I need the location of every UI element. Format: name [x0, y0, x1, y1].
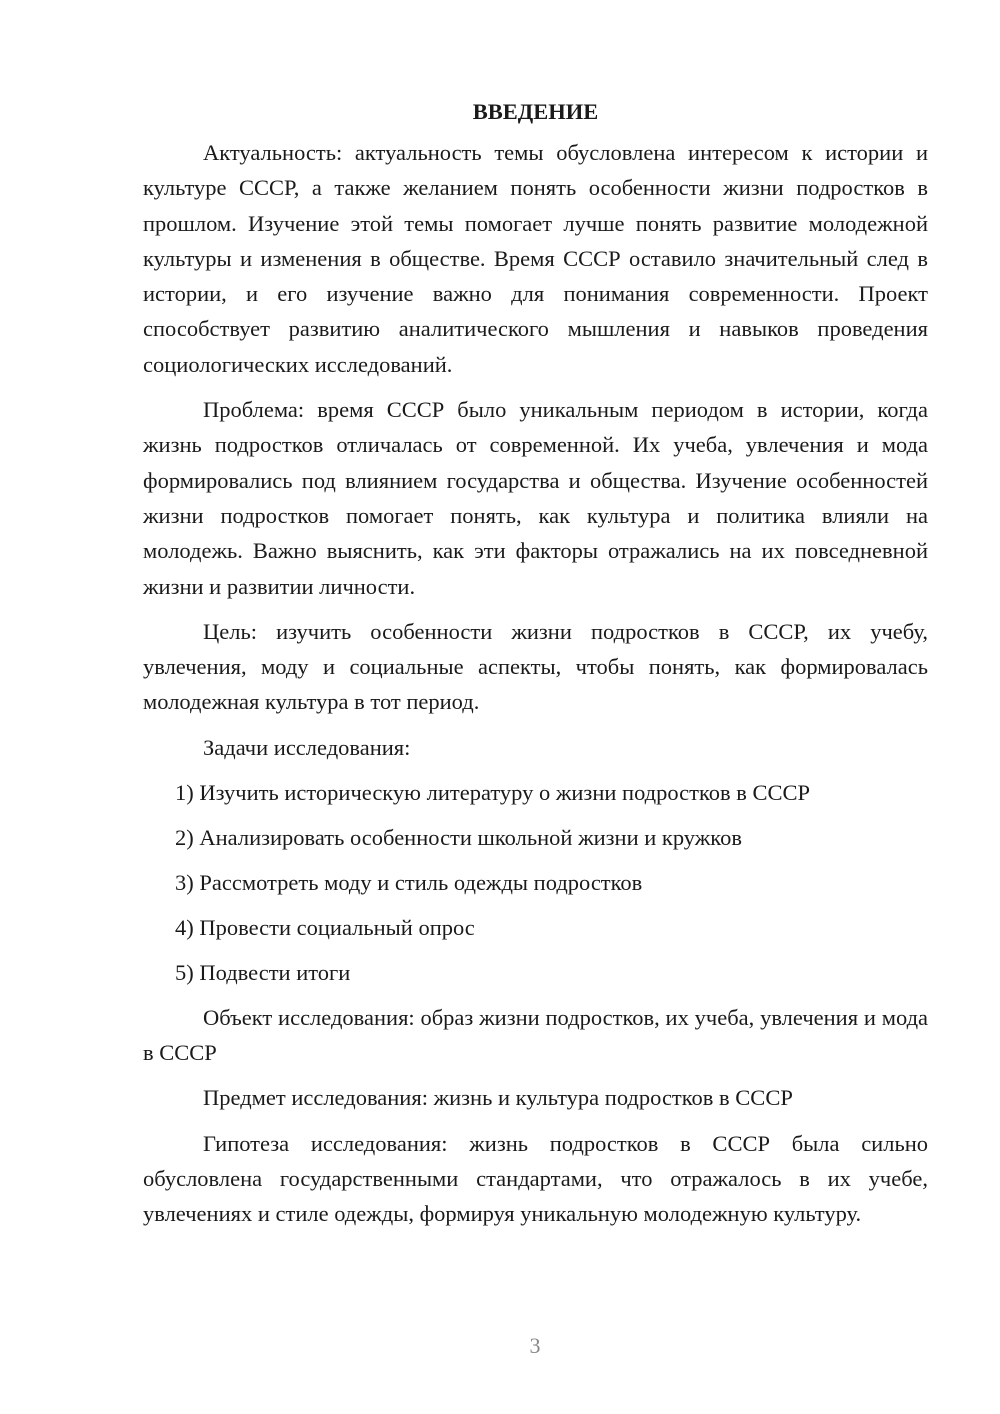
relevance-paragraph: Актуальность: актуальность темы обусловлена интересом к истории и культуре СССР, а также желанием понять особенности жизни подростков в прошлом. Изучение этой темы помогает лучше понять развитие молодежной культуры и изменения в обществе. Время СССР оставило значительный след в истории, и его изучение важно для понимания современности. Проект способствует развитию аналитического мышления и навыков проведения социологических исследований. [143, 140, 928, 377]
document-page [143, 94, 928, 1242]
tasks-heading: Задачи исследования: [203, 734, 411, 760]
task-item-3: 3) Рассмотреть моду и стиль одежды подростков [175, 869, 643, 895]
object-paragraph: Объект исследования: образ жизни подростков, их учеба, увлечения и мода в СССР [143, 1004, 928, 1066]
goal-paragraph: Цель: изучить особенности жизни подростков в СССР, их учебу, увлечения, моду и социальные аспекты, чтобы понять, как формировалась молодежная культура в тот период. [143, 618, 928, 715]
task-item-2: 2) Анализировать особенности школьной жизни и кружков [175, 824, 742, 850]
tasks-list [143, 775, 928, 990]
page-title: ВВЕДЕНИЕ [472, 99, 599, 124]
task-item-1: 1) Изучить историческую литературу о жизни подростков в СССР [175, 779, 811, 805]
task-item-4: 4) Провести социальный опрос [175, 914, 475, 940]
problem-paragraph: Проблема: время СССР было уникальным периодом в истории, когда жизнь подростков отличалась от современной. Их учеба, увлечения и мода формировались под влиянием государства и общества. Изучение особенностей жизни подростков помогает понять, как культура и политика влияли на молодежь. Важно выяснить, как эти факторы отражались на их повседневной жизни и развитии личности. [143, 397, 928, 599]
task-item-5: 5) Подвести итоги [175, 959, 351, 985]
page-number: 3 [529, 1333, 541, 1358]
subject-paragraph: Предмет исследования: жизнь и культура подростков в СССР [203, 1085, 793, 1111]
hypothesis-paragraph: Гипотеза исследования: жизнь подростков в СССР была сильно обусловлена государственными стандартами, что отражалось в их учебе, увлечениях и стиле одежды, формируя уникальную молодежную культуру. [143, 1130, 928, 1227]
